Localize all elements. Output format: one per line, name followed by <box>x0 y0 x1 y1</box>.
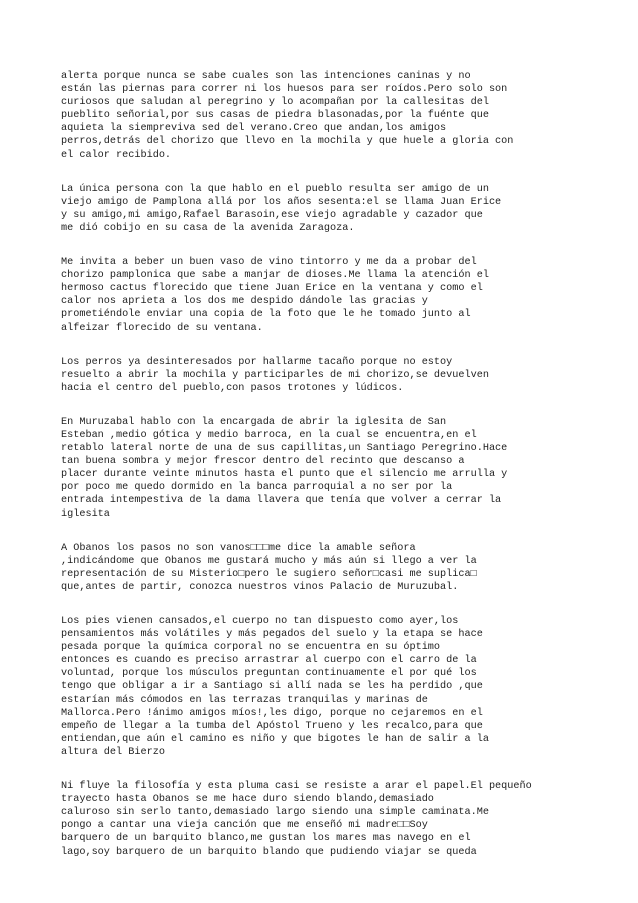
text-line: por poco me quedo dormido en la banca parroquial a no ser por la <box>61 482 453 494</box>
text-line: Los perros ya desinteresados por hallarme tacaño porque no estoy <box>61 356 453 368</box>
text-line: A Obanos los pasos no son vanos□□□me dice la amable señora <box>61 542 416 554</box>
text-line: aquieta la siempreviva sed del verano.Creo que andan,los amigos <box>61 123 447 135</box>
paragraph-muruzabal <box>61 416 621 521</box>
text-line: me dió cobijo en su casa de la avenida Zaragoza. <box>61 222 355 234</box>
text-line: trayecto hasta Obanos se me hace duro siendo blando,demasiado <box>61 794 434 806</box>
text-line: pensamientos más volátiles y más pegados del suelo y la etapa se hace <box>61 629 483 641</box>
text-line: pesada porque la química corporal no se encuentra en su óptimo <box>61 642 441 654</box>
text-line: están las piernas para correr ni los huesos para ser roídos.Pero solo son <box>61 84 508 96</box>
text-line: Los pies vienen cansados,el cuerpo no tan dispuesto como ayer,los <box>61 616 459 627</box>
text-line: iglesita <box>61 508 110 520</box>
text-line: caluroso sin serlo tanto,demasiado largo siendo una simple caminata.Me <box>61 807 489 819</box>
text-line: La única persona con la que hablo en el pueblo resulta ser amigo de un <box>61 183 489 195</box>
paragraph-wine-invitation <box>61 256 621 335</box>
text-line: empeño de llegar a la tumba del Apóstol Trueno y les recalco,para que <box>61 720 483 732</box>
text-line: alfeizar florecido de su ventana. <box>61 322 263 334</box>
text-line: Me invita a beber un buen vaso de vino tintorro y me da a probar del <box>61 257 477 269</box>
text-line: chorizo pamplonica que sabe a manjar de dioses.Me llama la atención el <box>61 270 489 282</box>
text-line: voluntad, porque los músculos preguntan continuamente el por qué los <box>61 668 477 680</box>
text-line: retablo lateral norte de una de sus capillitas,un Santiago Peregrino.Hace <box>61 443 508 455</box>
text-line: curiosos que saludan al peregrino y lo acompañan por la callesitas del <box>61 97 489 109</box>
text-line: resuelto a abrir la mochila y participarles de mi chorizo,se devuelven <box>61 369 489 381</box>
text-line: En Muruzabal hablo con la encargada de abrir la iglesita de San <box>61 416 447 428</box>
paragraph-obanos <box>61 542 621 594</box>
text-line: pueblito señorial,por sus casas de piedra blasonadas,por la fuénte que <box>61 110 489 122</box>
text-line: viejo amigo de Pamplona allá por los años sesenta:el se llama Juan Erice <box>61 196 502 208</box>
text-line: lago,soy barquero de un barquito blando que pudiendo viajar se queda <box>61 846 477 858</box>
text-line: hacia el centro del pueblo,con pasos trotones y lúdicos. <box>61 382 404 394</box>
text-line: pongo a cantar una vieja canción que me enseñó mi madre□□Soy <box>61 820 428 832</box>
text-line: Ni fluye la filosofía y esta pluma casi se resiste a arar el papel.El pequeño <box>61 781 532 793</box>
text-line: representación de su Misterio□pero le sugiero señor□casi me suplica□ <box>61 568 477 580</box>
text-line: que,antes de partir, conozca nuestros vinos Palacio de Muruzubal. <box>61 581 459 593</box>
paragraph-dogs-curious <box>61 70 621 162</box>
text-line: estarían más cómodos en las terrazas tranquilas y marinas de <box>61 694 428 706</box>
text-line: altura del Bierzo <box>61 746 165 758</box>
text-line: entonces es cuando es preciso arrastrar al cuerpo con el carro de la <box>61 655 477 667</box>
paragraph-juan-erice <box>61 183 621 235</box>
text-line: prometiéndole enviar una copia de la foto que le he tomado junto al <box>61 309 471 321</box>
text-line: tengo que obligar a ir a Santiago si allí nada se les ha perdido ,que <box>61 681 483 693</box>
text-line: Mallorca.Pero !ánimo amigos míos!,les digo, porque no cejaremos en el <box>61 707 483 719</box>
text-line: entrada intempestiva de la dama llavera que tenía que volver a cerrar la <box>61 495 502 507</box>
text-line: placer durante veinte minutos hasta el punto que el silencio me arrulla y <box>61 469 508 481</box>
text-line: tan buena sombra y mejor frescor dentro del recinto que descanso a <box>61 456 465 468</box>
text-line: alerta porque nunca se sabe cuales son las intenciones caninas y no <box>61 71 471 82</box>
document-body <box>61 70 621 880</box>
paragraph-song <box>61 780 621 859</box>
text-line: barquero de un barquito blanco,me gustan los mares mas navego en el <box>61 833 471 845</box>
text-line: hermoso cactus florecido que tiene Juan Erice en la ventana y como el <box>61 283 483 295</box>
paragraph-tired-feet <box>61 615 621 759</box>
text-line: entiendan,que aún el camino es niño y que bigotes le han de salir a la <box>61 733 489 745</box>
text-line: el calor recibido. <box>61 149 172 161</box>
text-line: y su amigo,mi amigo,Rafael Barasoin,ese viejo agradable y cazador que <box>61 209 483 221</box>
text-line: perros,detrás del chorizo que llevo en la mochila y que huele a gloria con <box>61 136 514 148</box>
paragraph-dogs-leave <box>61 356 621 395</box>
text-line: ,indicándome que Obanos me gustará mucho y más aún si llego a ver la <box>61 555 477 567</box>
text-line: Esteban ,medio gótica y medio barroca, en la cual se encuentra,en el <box>61 429 477 441</box>
text-line: calor nos aprieta a los dos me despido dándole las gracias y <box>61 296 428 308</box>
